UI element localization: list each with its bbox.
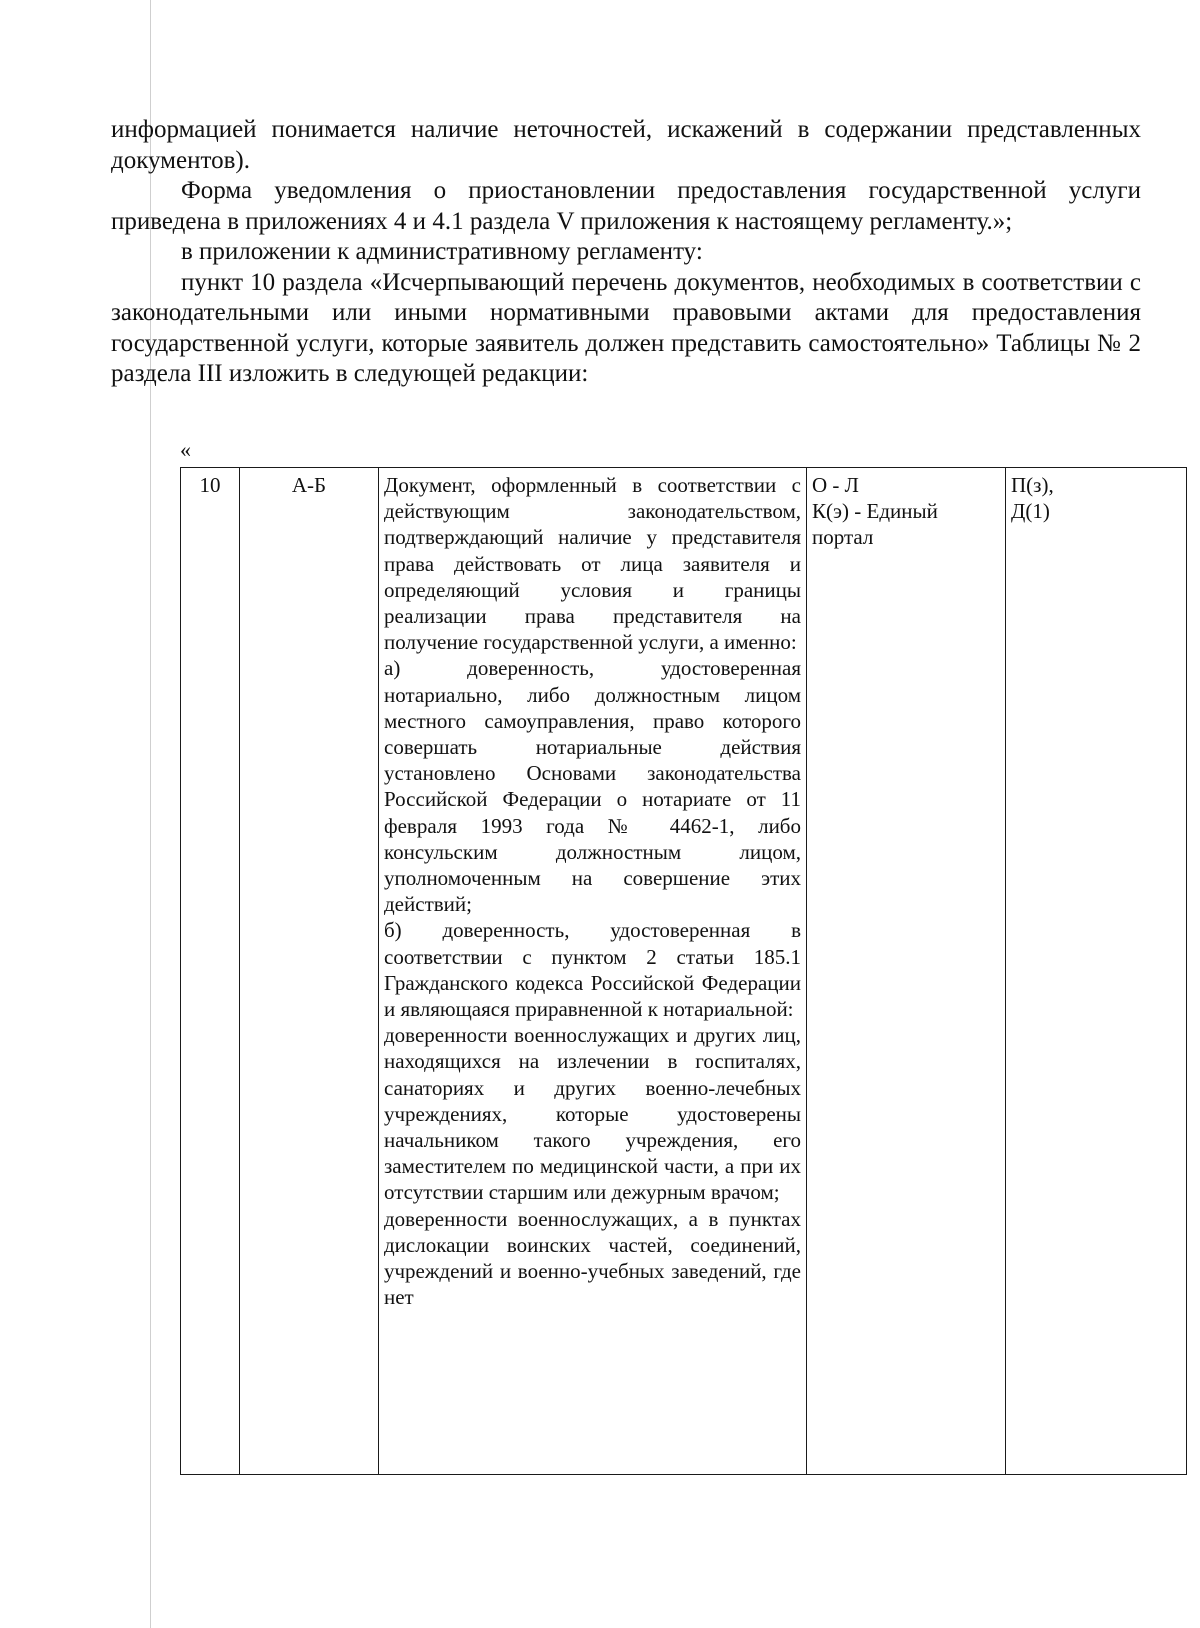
paragraph-item-10-change: пункт 10 раздела «Исчерпывающий перечень документов, необходимых в соответствии с законодательными или иными нормативными правовыми актами для предоставления государственной услуги, которые заявитель должен представить самостоятельно» Таблицы № 2 раздела III изложить в следующей редакции: xyxy=(111,268,1141,387)
cell-applicant-code: А-Б xyxy=(240,468,379,1475)
paragraph-appendix-intro: в приложении к административному регламенту: xyxy=(181,238,703,265)
paragraph-continuation: информацией понимается наличие неточностей, искажений в содержании представленных документов). xyxy=(111,116,1141,174)
cell-submission-form xyxy=(807,468,1006,1475)
description-intro: Документ, оформленный в соответствии с действующим законодательством, подтверждающий наличие у представителя права действовать от лица заявителя и определяющий условия и границы реализации права представителя на получение государственной услуги, а именно: xyxy=(384,473,801,655)
form-line-1: О - Л xyxy=(812,473,859,497)
cell-document-description xyxy=(379,468,807,1475)
requirement-line-1: П(з), xyxy=(1011,473,1054,497)
cell-item-number: 10 xyxy=(181,468,240,1475)
cell-requirement xyxy=(1006,468,1187,1475)
description-military-hospital: доверенности военнослужащих и других лиц, находящихся на излечении в госпиталях, санаториях и других военно-лечебных учреждениях, которые удостоверены начальником такого учреждения, его заместителем по медицинской части, а при их отсутствии старшим или дежурным врачом; xyxy=(384,1023,801,1205)
paragraph-notice-form: Форма уведомления о приостановлении предоставления государственной услуги приведена в приложениях 4 и 4.1 раздела V приложения к настоящему регламенту.»; xyxy=(111,177,1141,235)
opening-quote-mark: « xyxy=(180,437,191,462)
description-military-units: доверенности военнослужащих, а в пунктах дислокации воинских частей, соединений, учреждений и военно-учебных заведений, где нет xyxy=(384,1206,801,1310)
requirement-line-2: Д(1) xyxy=(1011,499,1050,524)
table-row xyxy=(181,468,1187,1475)
description-item-a: а) доверенность, удостоверенная нотариально, либо должностным лицом местного самоуправления, право которого совершать нотариальные действия установлено Основами законодательства Российской Федерации о нотариате от 11 февраля 1993 года № 4462-1, либо консульским должностным лицом, уполномоченным на совершение этих действий; xyxy=(384,656,801,917)
description-item-b: б) доверенность, удостоверенная в соответствии с пунктом 2 статьи 185.1 Гражданского кодекса Российской Федерации и являющаяся приравненной к нотариальной: xyxy=(384,918,801,1022)
document-body xyxy=(111,115,1141,390)
documents-table xyxy=(180,467,1187,1475)
form-line-2: К(э) - Единый портал xyxy=(812,499,938,550)
